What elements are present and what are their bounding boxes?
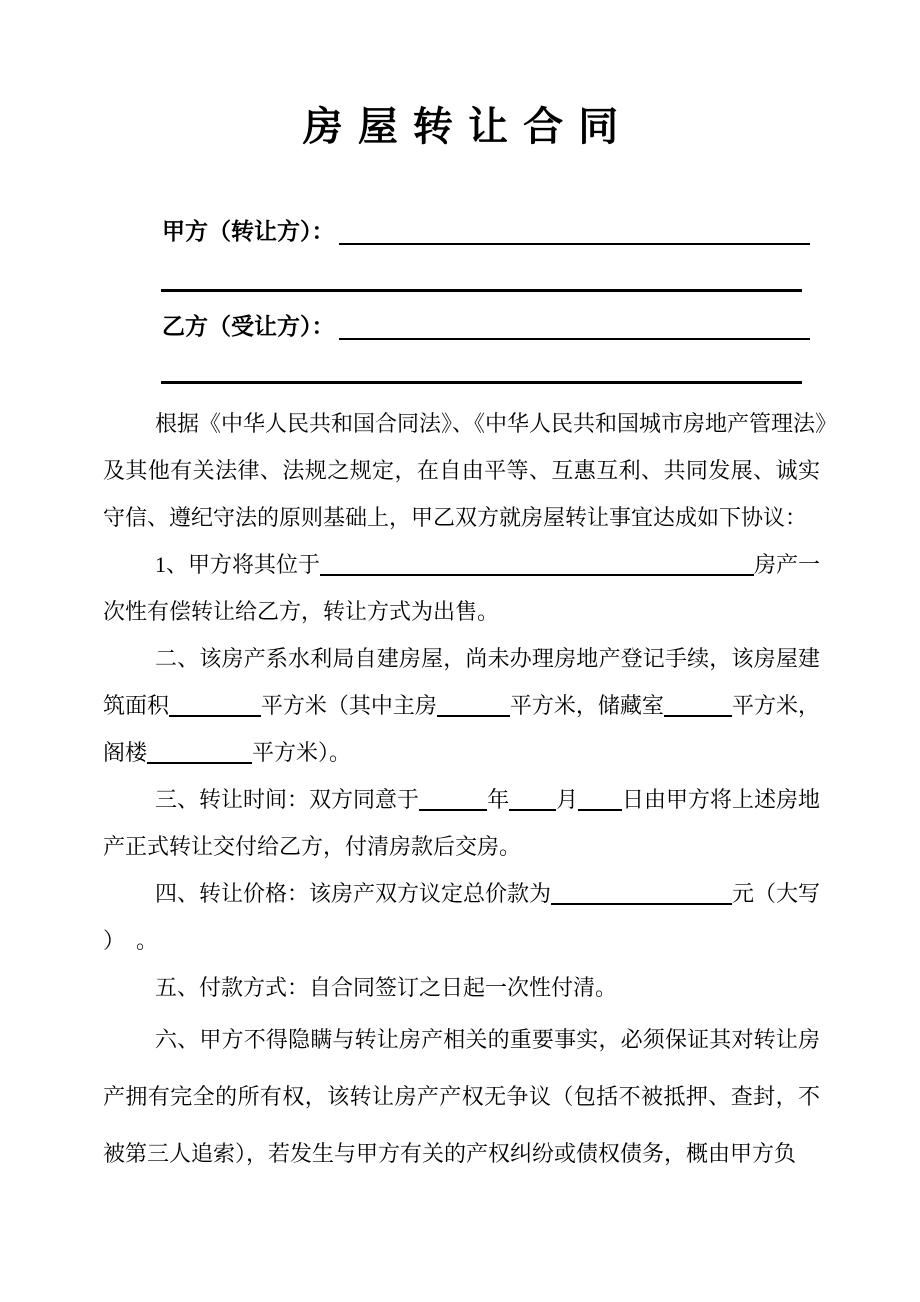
clause-4 <box>103 870 820 964</box>
text-segment: 产拥有完全的所有权，该转让房产产权无争议（包括不被抵押、查封，不 <box>103 1084 820 1109</box>
text-line <box>103 682 820 729</box>
fill-in-blank[interactable] <box>419 809 487 811</box>
text-line <box>103 588 820 635</box>
text-line <box>103 635 820 682</box>
clause-5 <box>103 964 820 1011</box>
text-line <box>103 541 820 588</box>
text-segment: 1、甲方将其位于 <box>155 552 321 577</box>
fill-in-blank[interactable] <box>551 903 732 905</box>
text-segment: 筑面积 <box>103 693 170 718</box>
contract-body <box>103 400 838 1182</box>
document-title: 房 屋 转 让 合 同 <box>302 105 621 149</box>
text-segment: 月 <box>556 787 579 812</box>
text-line <box>103 447 820 494</box>
text-segment: 三、转让时间：双方同意于 <box>155 787 420 812</box>
clause-3 <box>103 776 820 870</box>
text-segment: 房产一 <box>753 552 820 577</box>
fill-in-blank[interactable] <box>509 809 556 811</box>
fill-in-blank[interactable] <box>664 715 732 717</box>
party-b-name-blank[interactable] <box>339 338 811 340</box>
text-line <box>103 1068 820 1125</box>
text-segment: 及其他有关法律、法规之规定，在自由平等、互惠互利、共同发展、诚实 <box>103 458 820 483</box>
text-segment: 被第三人追索），若发生与甲方有关的产权纠纷或债权债务，概由甲方负 <box>103 1141 797 1166</box>
fill-in-blank[interactable] <box>169 715 261 717</box>
text-line <box>103 917 820 964</box>
party-a-second-line-blank[interactable] <box>161 289 802 292</box>
text-line <box>103 823 820 870</box>
text-segment: 根据《中华人民共和国合同法》、《中华人民共和国城市房地产管理法》 <box>155 411 838 436</box>
text-line <box>103 1011 820 1068</box>
text-segment: 产正式转让交付给乙方，付清房款后交房。 <box>103 834 522 859</box>
intro-paragraph <box>103 400 838 541</box>
text-line <box>103 776 820 823</box>
party-b-label: 乙方（受让方）： <box>162 314 335 339</box>
text-line <box>103 870 820 917</box>
text-line <box>103 494 820 541</box>
text-segment: ） 。 <box>103 928 159 953</box>
text-segment: 四、转让价格：该房产双方议定总价款为 <box>155 881 552 906</box>
text-segment: 平方米，储藏室 <box>509 693 664 718</box>
party-a-label: 甲方（转让方）： <box>162 219 335 244</box>
fill-in-blank[interactable] <box>437 715 510 717</box>
fill-in-blank[interactable] <box>320 574 754 576</box>
text-segment: 阁楼 <box>103 740 148 765</box>
text-segment: 二、该房产系水利局自建房屋，尚未办理房地产登记手续，该房屋建 <box>155 646 820 671</box>
fill-in-blank[interactable] <box>578 809 622 811</box>
text-line <box>103 964 820 1011</box>
party-a-name-blank[interactable] <box>339 243 811 245</box>
text-segment: 次性有偿转让给乙方，转让方式为出售。 <box>103 599 500 624</box>
party-a-row <box>103 215 820 249</box>
text-segment: 元（大写 <box>731 881 820 906</box>
party-b-row <box>103 310 820 344</box>
text-segment: 五、付款方式：自合同签订之日起一次性付清。 <box>155 975 618 1000</box>
text-segment: 平方米）。 <box>252 740 352 765</box>
text-segment: 年 <box>487 787 510 812</box>
fill-in-blank[interactable] <box>147 762 252 764</box>
text-segment: 六、甲方不得隐瞒与转让房产相关的重要事实，必须保证其对转让房 <box>155 1027 820 1052</box>
clause-1 <box>103 541 820 635</box>
clause-6 <box>103 1011 820 1182</box>
clause-2 <box>103 635 820 776</box>
text-segment: 日由甲方将上述房地 <box>621 787 820 812</box>
party-b-second-line-blank[interactable] <box>161 381 802 384</box>
text-line <box>103 729 820 776</box>
text-line <box>103 400 838 447</box>
text-segment: 平方米（其中主房 <box>260 693 437 718</box>
text-line <box>103 1125 820 1182</box>
text-segment: 平方米， <box>732 693 821 718</box>
text-segment: 守信、遵纪守法的原则基础上，甲乙双方就房屋转让事宜达成如下协议： <box>103 505 808 530</box>
